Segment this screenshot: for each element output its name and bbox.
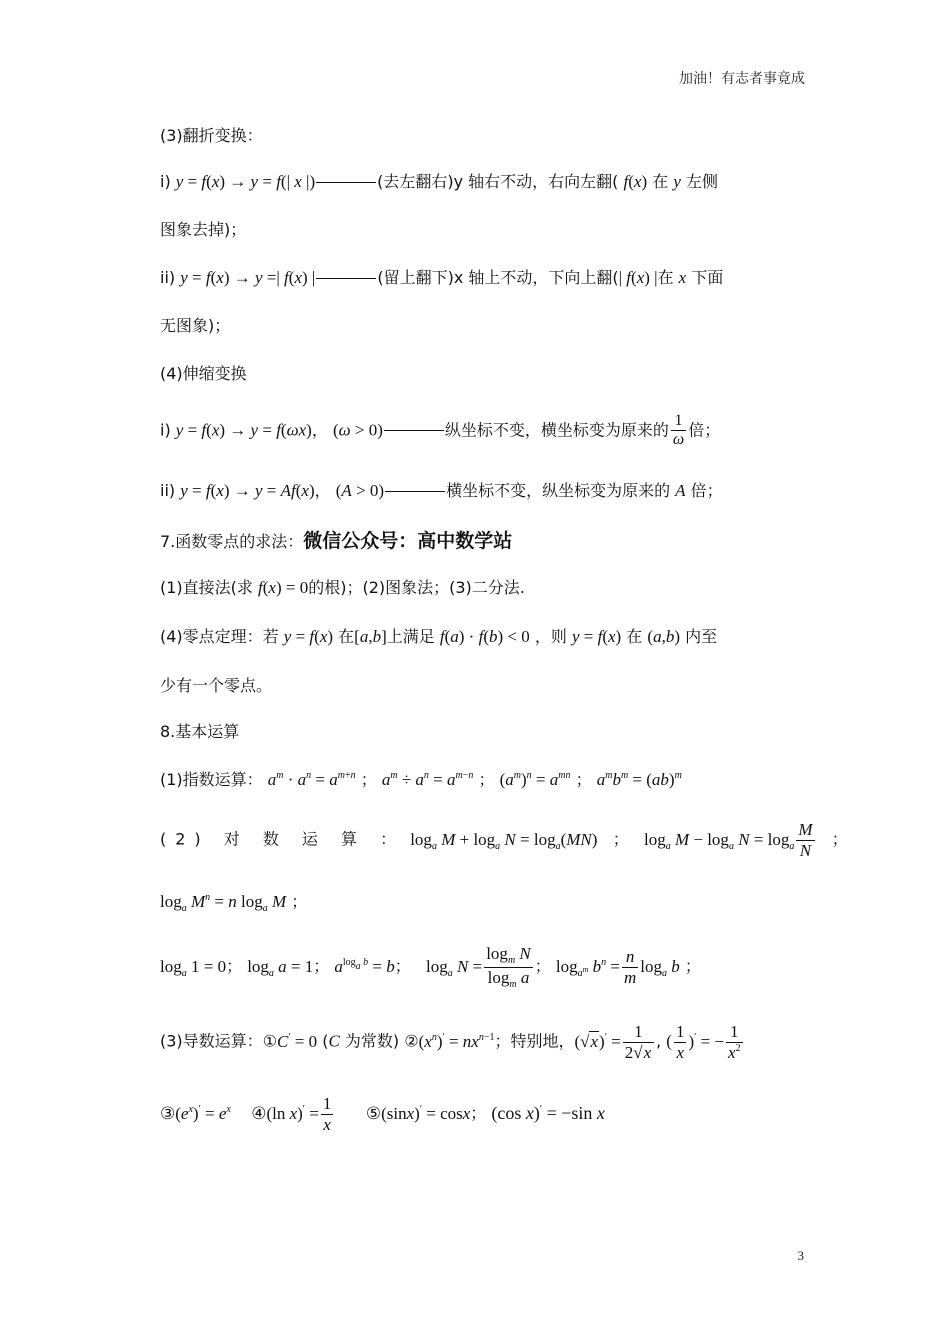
formula: ④(ln x)′ = [251,1103,319,1123]
log-rules-2 [160,892,307,915]
rule-label: ii) [160,481,176,500]
semicolon: ； [394,956,411,976]
formula: $\log_a M^n = n$ $\log_a M$ [160,892,287,914]
formula: y = f(x) → y = f(ωx) [175,420,312,440]
formula: | f(x) | [618,268,658,287]
formula: (a,b) [647,627,680,646]
rule-desc: 横坐标不变，纵坐标变为原来的 [446,481,671,500]
brand-text: 微信公众号：高中数学站 [303,530,513,552]
rule-suffix: 倍； [688,420,721,440]
formula: f(x) [623,172,648,191]
text: 在 [338,627,355,646]
fraction-n-over-m: $\frac{n}{m}$ [623,946,637,987]
log-rules-3 [160,944,701,990]
formula: y = f(x) → y = f(| x |) [175,172,316,191]
text: ；特别地， [494,1031,575,1051]
formula: $\log_a N$ = [426,956,483,979]
formula: f(x) = 0 [258,578,309,597]
semicolon: ； [534,956,551,976]
dash [316,278,376,279]
stretch-rule-i [160,412,720,450]
formula: y = f(x) [571,627,622,646]
zero-theorem [160,627,717,647]
semicolon: ； [291,892,308,911]
formula: (√x)′ = [574,1031,621,1051]
formula: f(a) · f(b) < 0 [439,627,530,646]
formula: $③(e^x)' = e^x$ [160,1103,231,1123]
stretch-rule-ii [160,481,723,501]
text: 上满足 [386,627,435,646]
dash [316,182,376,183]
text: (1)指数运算： [160,770,263,789]
rule-label: ii) [160,268,176,287]
zero-theorem-cont: 少有一个零点。 [160,676,273,695]
page-number: 3 [797,1248,804,1263]
fraction-1-over-x: $\frac{1}{x}$ [322,1094,332,1134]
fold-rule-i-cont: 图象去掉)； [160,220,247,239]
separator: ， [311,420,328,440]
semicolon: ； [360,770,377,789]
section-title: 7.函数零点的求法： [160,532,304,551]
semicolon: ； [470,1103,487,1123]
text: ( [322,1031,329,1051]
section-3-title: (3)翻折变换： [160,126,263,145]
text: (2) 对 数 运 算 ： [160,829,406,849]
text: (4)零点定理：若 [160,627,279,646]
rule-desc: 在 [657,268,674,287]
formula: $a^mb^m = (ab)^m$ [596,770,682,789]
rule-desc: (去左翻右)y 轴右不动，右向左翻( [377,172,619,191]
semicolon: ； [478,770,495,789]
variable: A [675,481,686,500]
formula: )′ = − [688,1031,725,1051]
formula: $\log_a a = 1$ [247,956,314,979]
formula: $(x^n)' = nx^{n-1}$ [418,1031,495,1051]
semicolon: ； [831,829,848,849]
semicolon: ； [226,956,243,976]
text: ，则 [534,627,567,646]
formula: y = f(x) → y = Af(x) [180,481,315,500]
condition: (ω > 0) [332,420,383,440]
rule-desc: 在 [652,172,669,191]
rule-desc: 左侧 [685,172,718,191]
formula: [a,b] [354,627,387,646]
section-7-title [160,530,512,553]
header-motto: 加油！有志者事竟成 [679,71,805,87]
text: 的根)；(2)图象法；(3)二分法. [308,578,525,597]
rule-label: i) [160,172,171,191]
text: (3)导数运算：① [160,1031,278,1051]
rule-desc: 纵坐标不变，横坐标变为原来的 [444,420,669,440]
formula: y = f(x) → y =| f(x) | [180,268,316,287]
rule-desc: 下面 [691,268,724,287]
text: 在 [626,627,643,646]
semicolon: ； [575,770,592,789]
formula: $\log_a 1 = 0$ [160,956,227,979]
fraction-change-of-base: $\frac{\log_m N}{\log_m a}$ [486,944,531,990]
formula: (cos x)′ = −sin x [491,1102,605,1123]
formula: $\log_a b$ [640,956,680,979]
text: 为常数) ② [344,1031,419,1051]
formula: y = f(x) [283,627,334,646]
fraction-1-over-2sqrtx: $\frac{1}{2√x}$ [623,1022,654,1062]
formula: ⑤(sinx)′ = cosx [365,1103,471,1123]
formula: $(a^m)^n = a^{mn}$ [499,770,571,789]
semicolon: ； [612,829,629,849]
rule-suffix: 倍； [690,481,723,500]
dash [385,491,445,492]
formula: $\log_a M - \log_a N = \log_a$ [643,829,795,852]
variable: C [328,1031,340,1051]
fold-rule-ii-cont: 无图象)； [160,316,231,335]
fold-rule-ii [160,268,723,288]
derivative-rules-2 [160,1094,605,1134]
semicolon: ； [313,956,330,976]
formula: $\log_{a^m} b^n$ = [555,956,620,979]
fraction-M-over-N: $\frac{M}{N}$ [798,820,813,860]
text: 内至 [685,627,718,646]
variable: y [673,172,681,191]
fraction-1-over-omega: $\frac{1}{\omega}$ [672,412,685,449]
semicolon: ； [684,956,701,976]
variable: x [678,268,687,287]
formula: $\log_a M + \log_a N = \log_a(MN)$ [410,829,598,852]
formula: ( [666,1031,672,1051]
separator: ， [314,481,331,500]
section-8-title: 8.基本运算 [160,722,240,741]
section-4-title: (4)伸缩变换 [160,364,247,383]
rule-label: i) [160,420,171,440]
text: (1)直接法(求 [160,578,253,597]
formula: C′ = 0 [277,1031,318,1051]
fold-rule-i [160,172,718,192]
fraction-1-over-x: $\frac{1}{x}$ [675,1022,685,1062]
formula: $a^{log_a b} = b$ [334,956,395,976]
exponent-rules [160,770,682,790]
zero-methods [160,578,525,598]
formula: $a^m \div a^n = a^{m-n}$ [381,770,474,789]
rule-desc: (留上翻下)x 轴上不动，下向上翻( [377,268,619,287]
formula: $a^m \cdot a^n = a^{m+n}$ [267,770,356,789]
dash [384,430,444,431]
derivative-rules-1: (3)导数运算：①C′ = 0 (C 为常数) $②(x^n)' = nx^{n-1}$；特别地，(√x)′ = $\frac{1}{2√x}$ , ( $\frac{1}{x}$ )′ = − $\frac{1}{x^2}$ [160,1022,741,1062]
log-rules-1 [160,820,848,860]
condition: (A > 0) [335,481,385,500]
fraction-1-over-x2: $\frac{1}{x^2}$ [728,1022,741,1062]
